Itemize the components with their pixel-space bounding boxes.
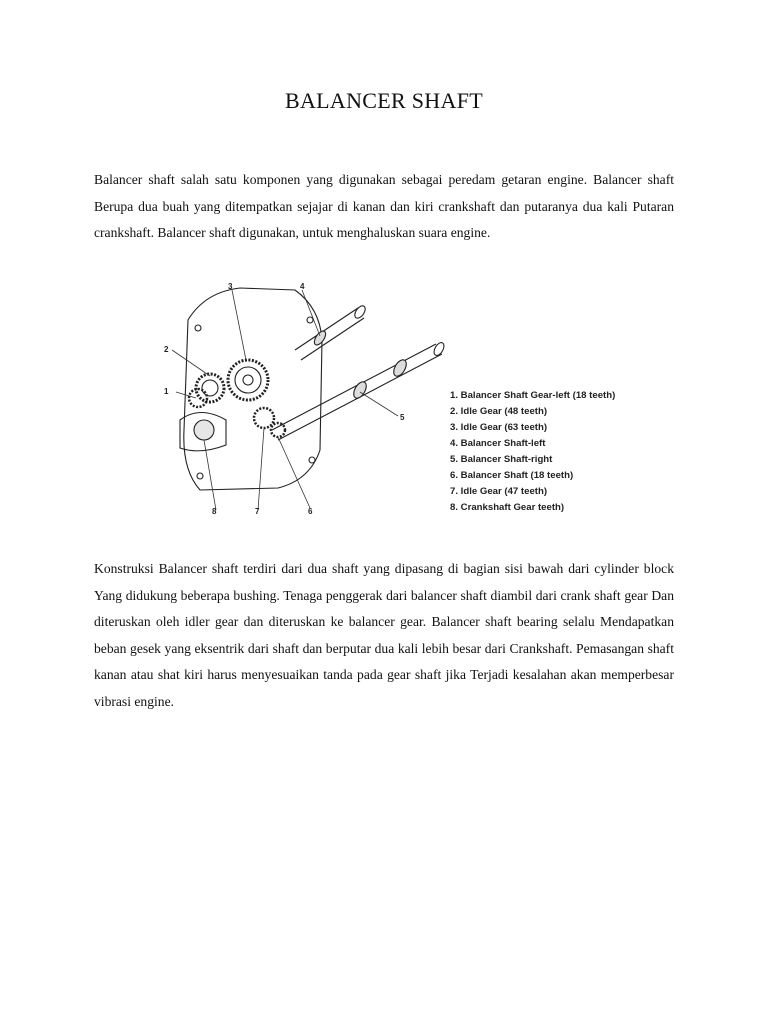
legend-item: 7. Idle Gear (47 teeth) (450, 486, 548, 497)
callout-6: 6 (308, 507, 313, 516)
idle-gear-63 (228, 360, 268, 400)
page-title: BALANCER SHAFT (285, 88, 483, 113)
figure-legend (450, 388, 615, 516)
callout-4: 4 (300, 282, 305, 291)
balancer-shaft-left (295, 308, 364, 360)
callout-3: 3 (228, 282, 233, 291)
callout-1: 1 (164, 387, 169, 396)
legend-item: 6. Balancer Shaft (18 teeth) (450, 470, 574, 481)
callout-5: 5 (400, 413, 405, 422)
idle-gear-47 (254, 408, 274, 428)
callout-7: 7 (255, 507, 260, 516)
legend-item: 2. Idle Gear (48 teeth) (450, 406, 548, 417)
legend-item: 8. Crankshaft Gear teeth) (450, 502, 565, 513)
legend-item: 1. Balancer Shaft Gear-left (18 teeth) (450, 390, 616, 401)
paragraph-intro: Balancer shaft salah satu komponen yang digunakan sebagai peredam getaran engine. Balancer shaft Berupa dua buah yang ditempatkan sejajar di kanan dan kiri crankshaft dan putaranya dua kali Putaran crankshaft. Balancer shaft digunakan, untuk menghaluskan suara engine. (94, 172, 674, 240)
legend-item: 3. Idle Gear (63 teeth) (450, 422, 548, 433)
paragraph-construction: Konstruksi Balancer shaft terdiri dari dua shaft yang dipasang di bagian sisi bawah dari cylinder block Yang didukung beberapa bushing. Tenaga penggerak dari balancer shaft diambil dari crank shaft gear Dan diteruskan oleh idler gear dan diteruskan ke balancer gear. Balancer shaft bearing selalu Mendapatkan beban gesek yang eksentrik dari shaft dan berputar dua kali lebih besar dari Crankshaft. Pemasangan shaft kanan atau shat kiri harus menyesuaikan tanda pada gear shaft jika Terjadi kesalahan akan memperbesar vibrasi engine. (94, 561, 674, 709)
legend-item: 4. Balancer Shaft-left (450, 438, 546, 449)
callout-2: 2 (164, 345, 169, 354)
legend-item: 5. Balancer Shaft-right (450, 454, 553, 465)
housing-plate (184, 288, 322, 490)
callout-8: 8 (212, 507, 217, 516)
idle-gear-48 (196, 374, 224, 402)
